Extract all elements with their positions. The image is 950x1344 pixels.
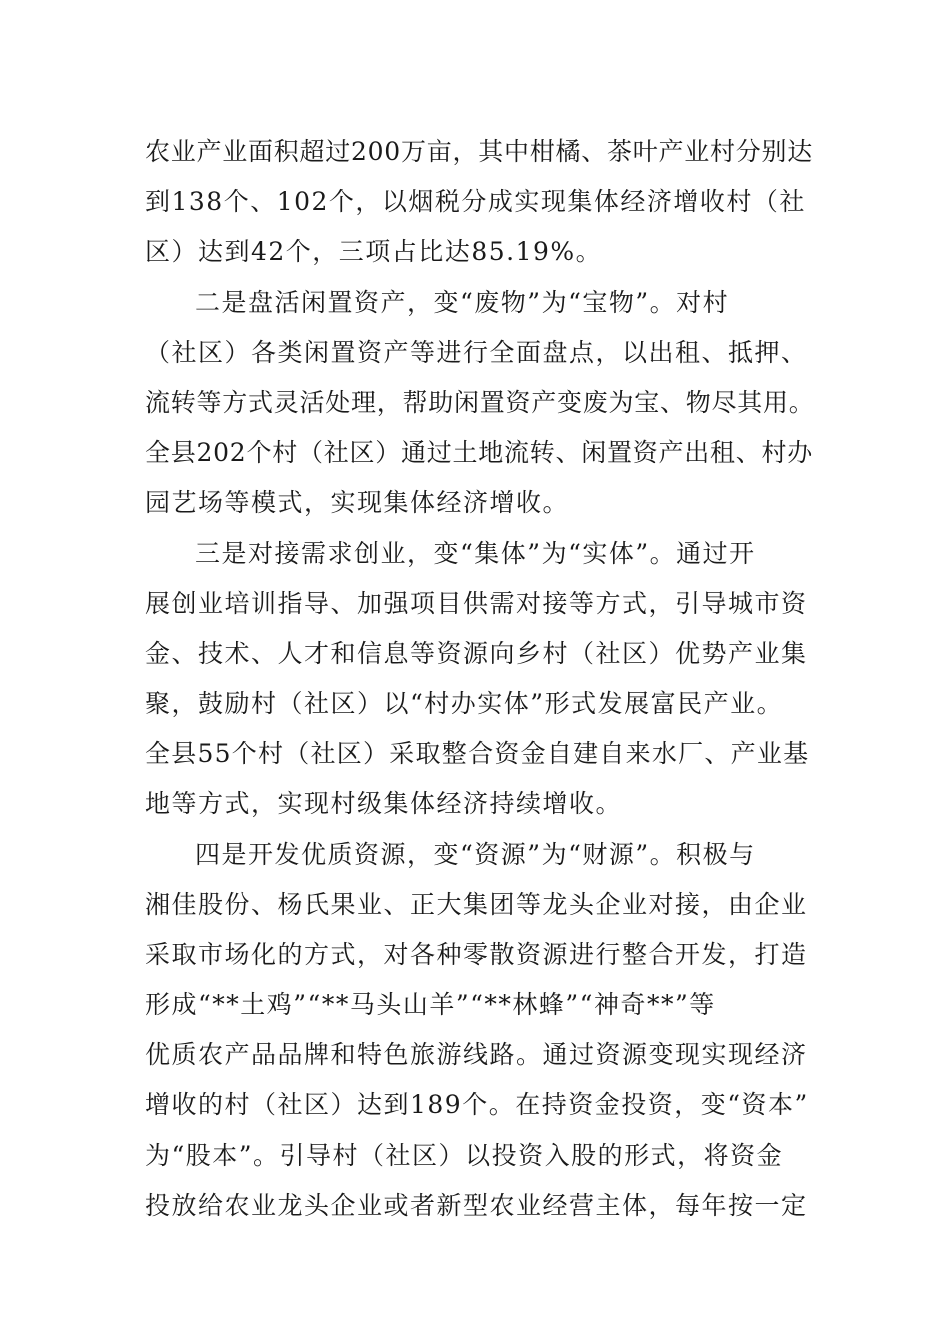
text-line: 全县202个村（社区）通过土地流转、闲置资产出租、村办 (145, 438, 813, 467)
paragraph-start-line: 四是开发优质资源，变“资源”为“财源”。积极与 (195, 840, 756, 869)
paragraph-start-line: 三是对接需求创业，变“集体”为“实体”。通过开 (195, 539, 756, 568)
text-line: 园艺场等模式，实现集体经济增收。 (145, 488, 570, 517)
text-line: 投放给农业龙头企业或者新型农业经营主体，每年按一定 (145, 1191, 808, 1220)
text-line: 金、技术、人才和信息等资源向乡村（社区）优势产业集 (145, 639, 808, 668)
text-line: 展创业培训指导、加强项目供需对接等方式，引导城市资 (145, 589, 808, 618)
text-line: 优质农产品品牌和特色旅游线路。通过资源变现实现经济 (145, 1040, 808, 1069)
text-line: 农业产业面积超过200万亩，其中柑橘、茶叶产业村分别达 (145, 137, 813, 166)
text-line: 聚，鼓励村（社区）以“村办实体”形式发展富民产业。 (145, 689, 784, 718)
text-line: 形成“**土鸡”“**马头山羊”“**林蜂”“神奇**”等 (145, 990, 716, 1019)
text-line: 湘佳股份、杨氏果业、正大集团等龙头企业对接，由企业 (145, 890, 808, 919)
text-line: 为“股本”。引导村（社区）以投资入股的形式，将资金 (145, 1141, 784, 1170)
text-line: 全县55个村（社区）采取整合资金自建自来水厂、产业基 (145, 739, 810, 768)
text-line: 增收的村（社区）达到189个。在持资金投资，变“资本” (145, 1090, 809, 1119)
text-line: 地等方式，实现村级集体经济持续增收。 (145, 789, 623, 818)
text-line: 采取市场化的方式，对各种零散资源进行整合开发，打造 (145, 940, 808, 969)
text-line: 流转等方式灵活处理，帮助闲置资产变废为宝、物尽其用。 (145, 388, 815, 417)
text-line: （社区）各类闲置资产等进行全面盘点，以出租、抵押、 (145, 338, 808, 367)
paragraph-start-line: 二是盘活闲置资产，变“废物”为“宝物”。对村 (195, 288, 730, 317)
text-line: 到138个、102个，以烟税分成实现集体经济增收村（社 (145, 187, 806, 216)
text-line: 区）达到42个，三项占比达85.19%。 (145, 237, 603, 266)
